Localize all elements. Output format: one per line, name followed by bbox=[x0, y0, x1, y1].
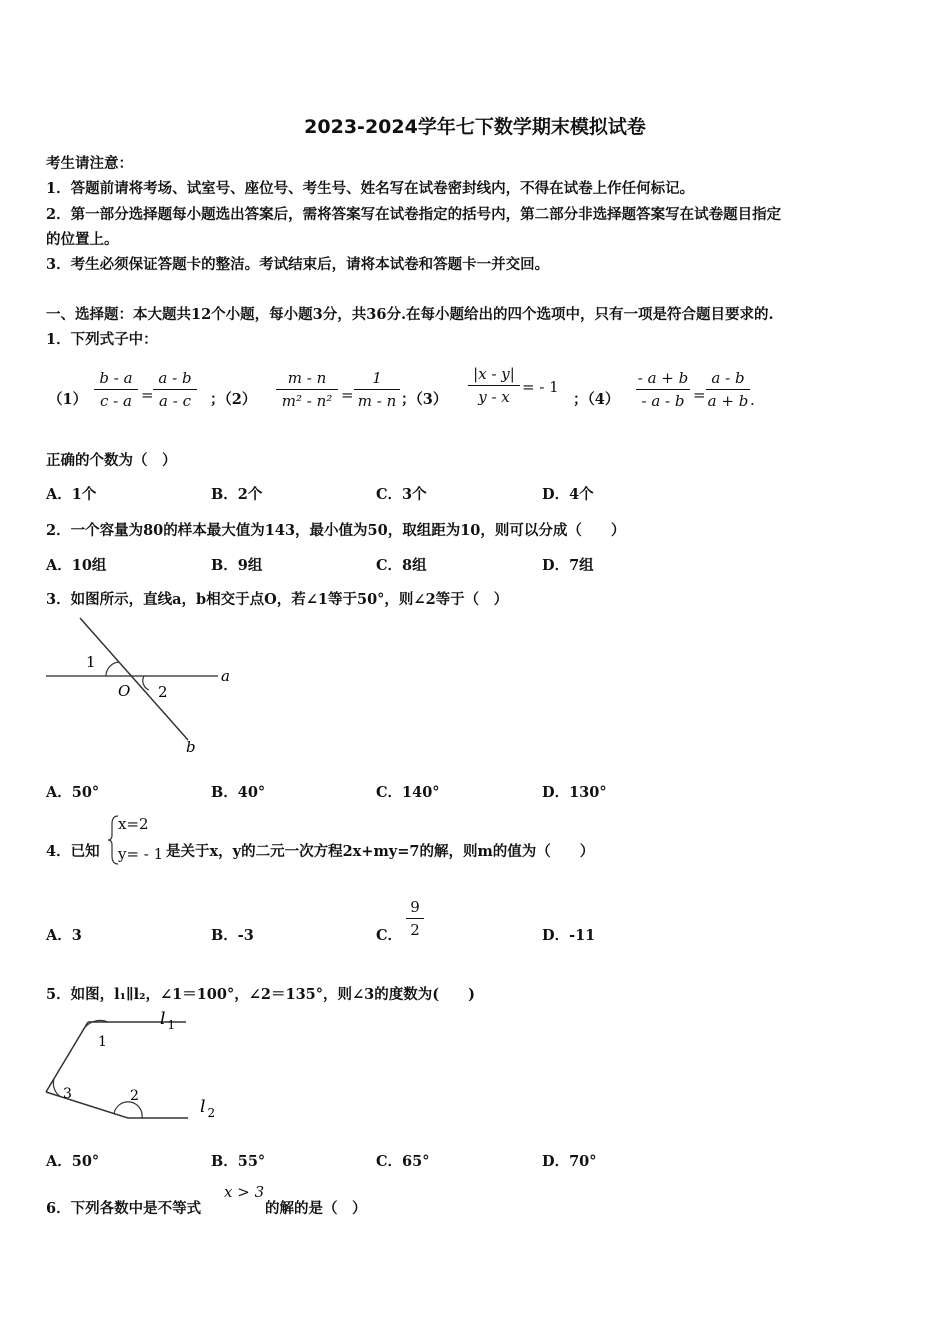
q4-option-c-fraction bbox=[406, 897, 424, 940]
q2-option-d: D．7组 bbox=[542, 557, 594, 574]
q3-stem: 3．如图所示，直线a，b相交于点O，若∠1等于50°，则∠2等于（ ） bbox=[46, 591, 509, 608]
notice-item-2: 2．第一部分选择题每小题选出答案后，需将答案写在试卷指定的括号内，第二部分非选择题答案写在试卷题目指定 bbox=[46, 206, 782, 223]
label-a: a bbox=[221, 667, 230, 685]
q4-stem: 是关于x，y的二元一次方程2x+my=7的解，则m的值为（ ） bbox=[166, 843, 595, 860]
q1-f4-left-den: - a - b bbox=[641, 392, 685, 410]
label-l1: l $_1$ bbox=[160, 1009, 176, 1032]
q4-option-a: A．3 bbox=[46, 927, 82, 944]
q1-label-1: （1） bbox=[48, 391, 88, 408]
q3-option-c: C．140° bbox=[376, 784, 440, 801]
q1-f2-left-num: m - n bbox=[287, 369, 327, 387]
section-heading: 一、选择题：本大题共12个小题，每小题3分，共36分.在每小题给出的四个选项中，只有一项是符合题目要求的. bbox=[46, 306, 774, 323]
label-2: 2 bbox=[130, 1088, 139, 1104]
q4-prefix: 4．已知 bbox=[46, 843, 100, 860]
q2-option-a: A．10组 bbox=[46, 557, 107, 574]
label-2: 2 bbox=[158, 683, 168, 701]
q3-figure bbox=[40, 612, 250, 762]
q5-option-d: D．70° bbox=[542, 1153, 597, 1170]
q6-suffix: 的解的是（ ） bbox=[265, 1200, 367, 1217]
q3-option-b: B．40° bbox=[211, 784, 266, 801]
notice-item-3: 3．考生必须保证答题卡的整洁。考试结束后，请将本试卷和答题卡一并交回。 bbox=[46, 256, 550, 273]
q1-f4-right-num: a - b bbox=[711, 369, 745, 387]
q2-option-c: C．8组 bbox=[376, 557, 427, 574]
q1-f1-right bbox=[153, 368, 197, 411]
q1-f3-left bbox=[468, 364, 520, 407]
q5-option-a: A．50° bbox=[46, 1153, 100, 1170]
q1-f4-right bbox=[706, 368, 750, 411]
q1-f1-right-num: a - b bbox=[158, 369, 192, 387]
q3-option-a: A．50° bbox=[46, 784, 100, 801]
q1-f2-eq: = bbox=[341, 386, 354, 404]
q1-option-d: D．4个 bbox=[542, 486, 594, 503]
q6-inequality: x > 3 bbox=[224, 1183, 265, 1201]
q4-option-d: D．-11 bbox=[542, 927, 596, 944]
q1-f3-left-num: |x - y| bbox=[473, 365, 515, 383]
notice-item-2-cont: 的位置上。 bbox=[46, 231, 119, 248]
q5-option-c: C．65° bbox=[376, 1153, 430, 1170]
q1-f3-rhs: = - 1 bbox=[522, 378, 559, 396]
q1-f3-left-den: y - x bbox=[478, 388, 510, 406]
q1-label-4: ；（4） bbox=[573, 391, 620, 408]
q1-f2-right-den: m - n bbox=[357, 392, 397, 410]
page-title: 2023-2024学年七下数学期末模拟试卷 bbox=[304, 116, 646, 138]
label-o: O bbox=[118, 682, 131, 700]
label-1: 1 bbox=[86, 653, 96, 671]
q1-question: 正确的个数为（ ） bbox=[46, 452, 177, 469]
angle-1-arc bbox=[106, 662, 119, 676]
q2-stem: 2．一个容量为80的样本最大值为143，最小值为50，取组距为10，则可以分成（ ） bbox=[46, 522, 626, 539]
q6-prefix: 6．下列各数中是不等式 bbox=[46, 1200, 202, 1217]
q1-f4-left-num: - a + b bbox=[637, 369, 689, 387]
q1-f1-eq: = bbox=[141, 386, 154, 404]
q4-frac-den: 2 bbox=[410, 921, 420, 939]
line-b bbox=[80, 618, 188, 740]
q1-stem: 1．下列式子中： bbox=[46, 331, 158, 348]
q4-option-b: B．-3 bbox=[211, 927, 254, 944]
q1-label-2: ；（2） bbox=[210, 391, 257, 408]
notice-heading: 考生请注意： bbox=[46, 155, 133, 172]
q1-f4-end: . bbox=[750, 391, 755, 409]
label-1: 1 bbox=[98, 1034, 107, 1050]
q2-option-b: B．9组 bbox=[211, 557, 263, 574]
q1-label-3: ；（3） bbox=[401, 391, 448, 408]
q1-f2-left-den: m² - n² bbox=[281, 392, 333, 410]
q4-system-eq-1: x=2 bbox=[118, 815, 149, 833]
q1-option-a: A．1个 bbox=[46, 486, 97, 503]
q4-option-c: C． bbox=[376, 927, 403, 944]
q3-option-d: D．130° bbox=[542, 784, 607, 801]
q5-option-b: B．55° bbox=[211, 1153, 266, 1170]
label-b: b bbox=[186, 738, 196, 756]
label-l2: l $_2$ bbox=[200, 1097, 216, 1120]
q1-f2-right-num: 1 bbox=[372, 369, 382, 387]
q1-f2-right bbox=[354, 368, 400, 411]
q1-f4-left bbox=[636, 368, 690, 411]
label-3: 3 bbox=[63, 1086, 72, 1102]
q1-option-c: C．3个 bbox=[376, 486, 427, 503]
q1-f1-left-num: b - a bbox=[99, 369, 133, 387]
q1-f1-right-den: a - c bbox=[159, 392, 191, 410]
q5-figure bbox=[40, 1008, 230, 1126]
q1-f4-eq: = bbox=[693, 386, 706, 404]
q1-f1-left-den: c - a bbox=[100, 392, 132, 410]
angle-2-arc bbox=[143, 676, 149, 690]
q1-f1-left bbox=[94, 368, 138, 411]
q1-f2-left bbox=[276, 368, 338, 411]
q4-system-eq-2: y= - 1 bbox=[118, 845, 164, 863]
q5-stem: 5．如图，l₁∥l₂，∠1＝100°，∠2＝135°，则∠3的度数为( ) bbox=[46, 986, 475, 1003]
notice-item-1: 1．答题前请将考场、试室号、座位号、考生号、姓名写在试卷密封线内，不得在试卷上作任何标记。 bbox=[46, 180, 695, 197]
q1-option-b: B．2个 bbox=[211, 486, 263, 503]
q1-f4-right-den: a + b bbox=[707, 392, 749, 410]
q4-frac-num: 9 bbox=[410, 898, 420, 916]
